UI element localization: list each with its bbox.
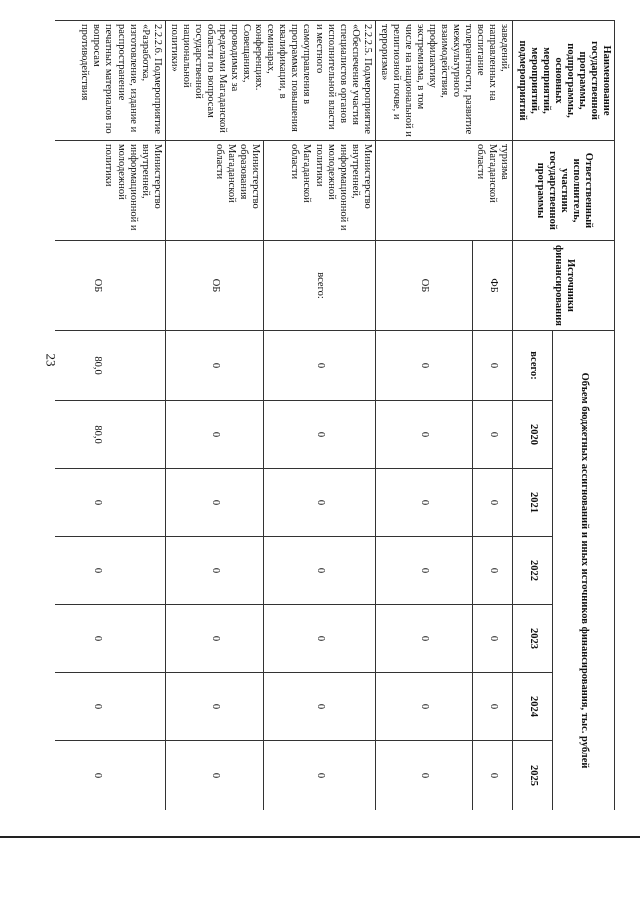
- row-value: 0: [375, 401, 472, 469]
- table-row: [55, 21, 165, 811]
- row-value: 0: [264, 469, 375, 537]
- row-source: ОБ: [55, 241, 165, 331]
- financing-table-wrapper: [55, 20, 615, 810]
- row-value: 0: [165, 741, 264, 811]
- row-executor: Министерство образования Магаданской области: [165, 141, 264, 241]
- row-value: 0: [55, 673, 165, 741]
- row-value: 0: [264, 741, 375, 811]
- row-value: 0: [264, 537, 375, 605]
- row-value: 80,0: [55, 401, 165, 469]
- header-funding-group: Объем бюджетных ассигнований и иных источников финансирования, тыс. рублей: [553, 331, 615, 811]
- row-source: ОБ: [375, 241, 472, 331]
- row-source: ФБ: [473, 241, 513, 331]
- header-year: 2023: [513, 605, 553, 673]
- row-value: 0: [473, 401, 513, 469]
- row-value: 0: [55, 537, 165, 605]
- row-value: 0: [264, 673, 375, 741]
- header-year: 2020: [513, 401, 553, 469]
- row-value: 0: [473, 741, 513, 811]
- row-value: 0: [375, 673, 472, 741]
- row-value: 0: [165, 401, 264, 469]
- row-value: 0: [473, 331, 513, 401]
- row-value: 0: [165, 673, 264, 741]
- row-value: 0: [375, 331, 472, 401]
- table-row: [264, 21, 375, 811]
- header-year: 2021: [513, 469, 553, 537]
- row-value: 0: [375, 605, 472, 673]
- row-value: 0: [473, 673, 513, 741]
- row-value: 0: [55, 605, 165, 673]
- row-value: 0: [473, 469, 513, 537]
- row-value: 0: [165, 537, 264, 605]
- row-executor: Министерство внутренней, информационной и молодежной политики: [55, 141, 165, 241]
- row-source: ОБ: [165, 241, 264, 331]
- row-executor: Министерство внутренней, информационной и молодежной политики Магаданской области: [264, 141, 375, 241]
- financing-table: [55, 20, 615, 810]
- row-name: 2.2.2.5. Подмероприятие «Обеспечение участия специалистов органов исполнительной власти и местного самоуправления в программах повышения квалификации, в семинарах, конференциях. Совещаниях, проводимых за пределами Магаданской области по вопросам государственной национальной политики»: [165, 21, 375, 141]
- page-number: 23: [43, 353, 59, 367]
- row-value: 0: [264, 605, 375, 673]
- row-value: 0: [375, 537, 472, 605]
- header-name: Наименование государственной программы, подпрограммы, основных мероприятий, мероприятий, подмероприятий: [513, 21, 615, 141]
- row-name: заведений, направленных на воспитание толерантности, развитие межкультурного взаимодействия, профилактику экстремизма, в том числе на национальной и религиозной почве, и терроризма»: [375, 21, 513, 141]
- header-source: Источники финансирования: [513, 241, 615, 331]
- row-source: всего:: [264, 241, 375, 331]
- row-value: 0: [473, 537, 513, 605]
- row-value: 0: [165, 469, 264, 537]
- row-value: 0: [264, 331, 375, 401]
- row-value: 0: [165, 605, 264, 673]
- header-executor: Ответственный исполнитель, участник государственной программы: [513, 141, 615, 241]
- row-value: 0: [165, 331, 264, 401]
- row-executor: туризма Магаданской области: [375, 141, 513, 241]
- row-value: 0: [55, 469, 165, 537]
- header-year: 2022: [513, 537, 553, 605]
- header-total: всего:: [513, 331, 553, 401]
- row-name: 2.2.2.6. Подмероприятие «Разработка, изготовление, издание и распространение печатных материалов по вопросам противодействия: [55, 21, 165, 141]
- bottom-rule: [0, 836, 640, 838]
- row-value: 80,0: [55, 331, 165, 401]
- table-row: [473, 21, 513, 811]
- header-year: 2024: [513, 673, 553, 741]
- row-value: 0: [473, 605, 513, 673]
- row-value: 0: [375, 741, 472, 811]
- header-year: 2025: [513, 741, 553, 811]
- row-value: 0: [55, 741, 165, 811]
- row-value: 0: [375, 469, 472, 537]
- row-value: 0: [264, 401, 375, 469]
